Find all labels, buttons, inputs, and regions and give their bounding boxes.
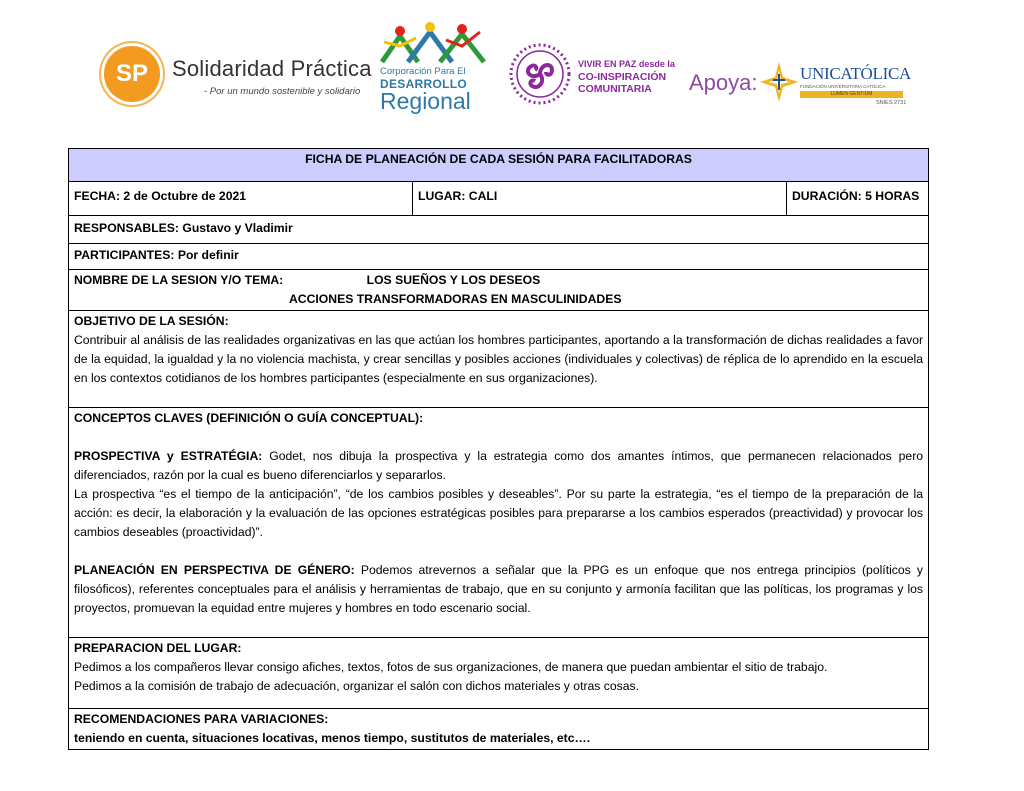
unicatolica-name: UNICATÓLICA [800, 64, 911, 83]
objetivo-cell [69, 311, 929, 408]
tema-cell [69, 270, 929, 311]
planeacion-label: PLANEACIÓN EN PERSPECTIVA DE GÉNERO: [74, 563, 355, 577]
cdr-line3: Regional [380, 88, 471, 114]
title-row [69, 149, 929, 182]
vivir-line3: COMUNITARIA [578, 83, 652, 95]
planeacion-paragraph [74, 561, 923, 618]
participantes-cell [69, 244, 929, 270]
unicatolica-sub: FUNDACIÓN UNIVERSITARIA CATÓLICA [800, 84, 886, 89]
solidaridad-practica-logo [104, 46, 372, 106]
conceptos-row [69, 408, 929, 638]
people-mountains-icon [378, 22, 488, 66]
form-title: FICHA DE PLANEACIÓN DE CADA SESIÓN PARA FACILITADORAS [69, 149, 929, 182]
objetivo-label: OBJETIVO DE LA SESIÓN: [74, 314, 229, 328]
objetivo-text: Contribuir al análisis de las realidades organizativas en las que actúan los hombres participantes, aportando a la transformación de dichas realidades a favor de la equidad, la igualdad y la no violencia machista, y crear sencillas y posibles acciones (individuales y colectivas) de réplica de lo aprendido en la escuela en los contextos cotidianos de los hombres participantes (especialmente en sus organizaciones). [74, 333, 924, 385]
tema-line2: ACCIONES TRANSFORMADORAS EN MASCULINIDADES [289, 292, 622, 306]
triskelion-icon [508, 42, 572, 106]
planeacion-text: Podemos atrevernos a señalar que la PPG es un enfoque que nos entrega principios (políticos y filosóficos), referentes conceptuales para el análisis y herramientas de trabajo, que en su conjunto y armonía facilitan que las políticas, los programas y los proyectos, promuevan la equidad entre mujeres y hombres en todo escenario social. [74, 563, 924, 615]
responsables-label: RESPONSABLES: [74, 221, 179, 235]
prospectiva-text-2: La prospectiva “es el tiempo de la anticipación”, “de los cambios posibles y deseables”. Por su parte la estrategia, “es el tiempo de la preparación de la acción: es decir, la elaboración y la evaluación de las opciones estratégicas posibles para prepararse a los cambios esperados (preactividad) y provocar los cambios deseables (proactividad)”. [74, 487, 924, 539]
responsables-cell [69, 216, 929, 244]
participantes-label: PARTICIPANTES: [74, 248, 175, 262]
unicatolica-band: LUMEN GENTIUM [800, 91, 903, 98]
preparacion-cell [69, 638, 929, 709]
fecha-row [69, 182, 929, 216]
unicatolica-logo [760, 60, 910, 110]
cdr-line2: DESARROLLO [380, 77, 467, 91]
tema-row [69, 270, 929, 311]
tema-line1: LOS SUEÑOS Y LOS DESEOS [366, 273, 541, 287]
duracion-cell: DURACIÓN: 5 HORAS [787, 182, 929, 216]
preparacion-text-2: Pedimos a la comisión de trabajo de adecuación, organizar el salón con dichos materiales y otras cosas. [74, 679, 639, 693]
star-cross-icon [760, 62, 798, 102]
prospectiva-paragraph [74, 447, 923, 485]
planning-form-table [68, 148, 929, 750]
preparacion-text-1: Pedimos a los compañeros llevar consigo afiches, textos, fotos de sus organizaciones, de manera que puedan ambientar el sitio de trabajo. [74, 660, 828, 674]
vivir-line2: CO-INSPIRACIÓN [578, 71, 667, 83]
sp-name: Solidaridad Práctica [172, 56, 372, 81]
logos-header [0, 0, 1024, 130]
prospectiva-text: Godet, nos dibuja la prospectiva y la estrategia como dos amantes íntimos, que permanecen relacionados pero diferenciados, razón por la cual es bueno diferenciarlos y separarlos. [74, 449, 924, 482]
vivir-line1: VIVIR EN PAZ desde la [578, 59, 675, 69]
participantes-row [69, 244, 929, 270]
recomendaciones-row [69, 709, 929, 750]
responsables-row [69, 216, 929, 244]
apoya-label: Apoya: [689, 70, 758, 95]
preparacion-label: PREPARACION DEL LUGAR: [74, 641, 242, 655]
objetivo-row [69, 311, 929, 408]
recomendaciones-label: RECOMENDACIONES PARA VARIACIONES: [74, 712, 329, 726]
sp-tagline: - Por un mundo sostenible y solidario [204, 86, 361, 97]
cdr-line1: Corporación Para El [380, 66, 466, 77]
vivir-en-paz-logo [508, 42, 688, 112]
lugar-cell: LUGAR: CALI [413, 182, 787, 216]
conceptos-cell [69, 408, 929, 638]
recomendaciones-cell [69, 709, 929, 750]
tema-label: NOMBRE DE LA SESION Y/O TEMA: [74, 273, 284, 287]
participantes-value: Por definir [177, 248, 239, 262]
fecha-cell: FECHA: 2 de Octubre de 2021 [69, 182, 413, 216]
conceptos-label: CONCEPTOS CLAVES (DEFINICIÓN O GUÍA CONCEPTUAL): [74, 411, 424, 425]
unicatolica-snies: SNIES 2731 [876, 100, 907, 106]
prospectiva-label: PROSPECTIVA y ESTRATÉGIA: [74, 449, 263, 463]
preparacion-row [69, 638, 929, 709]
sp-mark: SP [104, 46, 160, 102]
desarrollo-regional-logo [378, 22, 488, 114]
recomendaciones-text: teniendo en cuenta, situaciones locativas, menos tiempo, sustitutos de materiales, etc…. [74, 731, 591, 745]
responsables-value: Gustavo y Vladimir [182, 221, 293, 235]
